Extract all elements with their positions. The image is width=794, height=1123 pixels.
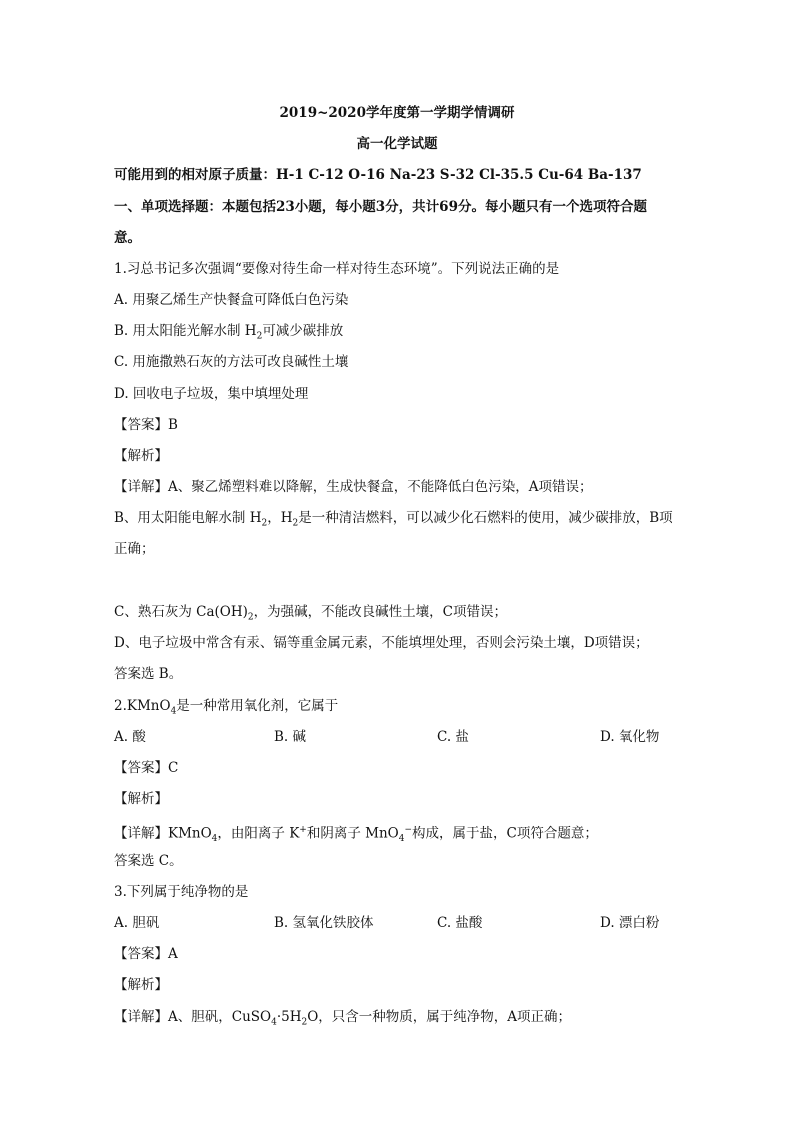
q1-stem: 1.习总书记多次强调“要像对待生命一样对待生态环境”。下列说法正确的是 [114, 261, 560, 277]
q1-analysis: 【解析】 [114, 448, 168, 464]
q3-detail-a: 【详解】A、胆矾，$CuSO_4\cdot 5H_2O$，只含一种物质，属于纯净物，A项正确； [114, 1009, 572, 1028]
q1-detail-b1: B、用太阳能电解水制 $H_2$，$H_2$是一种清洁燃料，可以减少化石燃料的使用，减少碳排放，B项 [114, 510, 673, 529]
q2-option-a: A. 酸 [114, 729, 146, 745]
q2-stem: 2.KMnO$_4$是一种常用氧化剂，它属于 [114, 698, 339, 717]
q3-answer: 【答案】A [114, 946, 178, 962]
q1-final-answer: 答案选 B。 [114, 666, 183, 682]
q3-option-b: B. 氢氧化铁胶体 [274, 915, 374, 931]
atomic-mass-line: 可能用到的相对原子质量：H-1 C-12 O-16 Na-23 S-32 Cl-35.5 Cu-64 Ba-137 [114, 167, 642, 183]
q2-answer: 【答案】C [114, 760, 179, 776]
q2-option-d: D. 氧化物 [600, 729, 660, 745]
q1-option-a: A. 用聚乙烯生产快餐盒可降低白色污染 [114, 292, 349, 308]
q2-detail: 【详解】KMnO$_4$，由阳离子 K+和阴离子 MnO$_4$−构成，属于盐，C项符合题意； [114, 825, 598, 845]
exam-subtitle: 高一化学试题 [356, 136, 438, 152]
q1-detail-c: C、熟石灰为 $Ca(OH)_2$，为强碱，不能改良碱性土壤，C项错误； [114, 604, 507, 623]
q1-option-b: B. 用太阳能光解水制 $H_2$可减少碳排放 [114, 323, 344, 342]
q2-final-answer: 答案选 C。 [114, 853, 183, 869]
q1-option-d: D. 回收电子垃圾，集中填埋处理 [114, 386, 309, 402]
q1-answer: 【答案】B [114, 417, 178, 433]
q2-analysis: 【解析】 [114, 791, 168, 807]
exam-title: 2019~2020学年度第一学期学情调研 [279, 105, 515, 121]
q3-option-d: D. 漂白粉 [600, 915, 660, 931]
q3-option-c: C. 盐酸 [437, 915, 483, 931]
section-heading-line1: 一、单项选择题：本题包括23小题，每小题3分，共计69分。每小题只有一个选项符合题 [114, 199, 647, 215]
q3-option-a: A. 胆矾 [114, 915, 160, 931]
q2-option-c: C. 盐 [437, 729, 469, 745]
q2-option-b: B. 碱 [274, 729, 307, 745]
q1-detail-a: 【详解】A、聚乙烯塑料难以降解，生成快餐盒，不能降低白色污染，A项错误； [114, 479, 593, 495]
q1-option-c: C. 用施撒熟石灰的方法可改良碱性土壤 [114, 354, 349, 370]
q1-detail-b2: 正确； [114, 541, 155, 557]
section-heading-line2: 意。 [114, 230, 141, 246]
q3-stem: 3.下列属于纯净物的是 [114, 884, 249, 900]
q3-analysis: 【解析】 [114, 977, 168, 993]
q1-detail-d: D、电子垃圾中常含有汞、镉等重金属元素，不能填埋处理，否则会污染土壤，D项错误； [114, 635, 649, 651]
